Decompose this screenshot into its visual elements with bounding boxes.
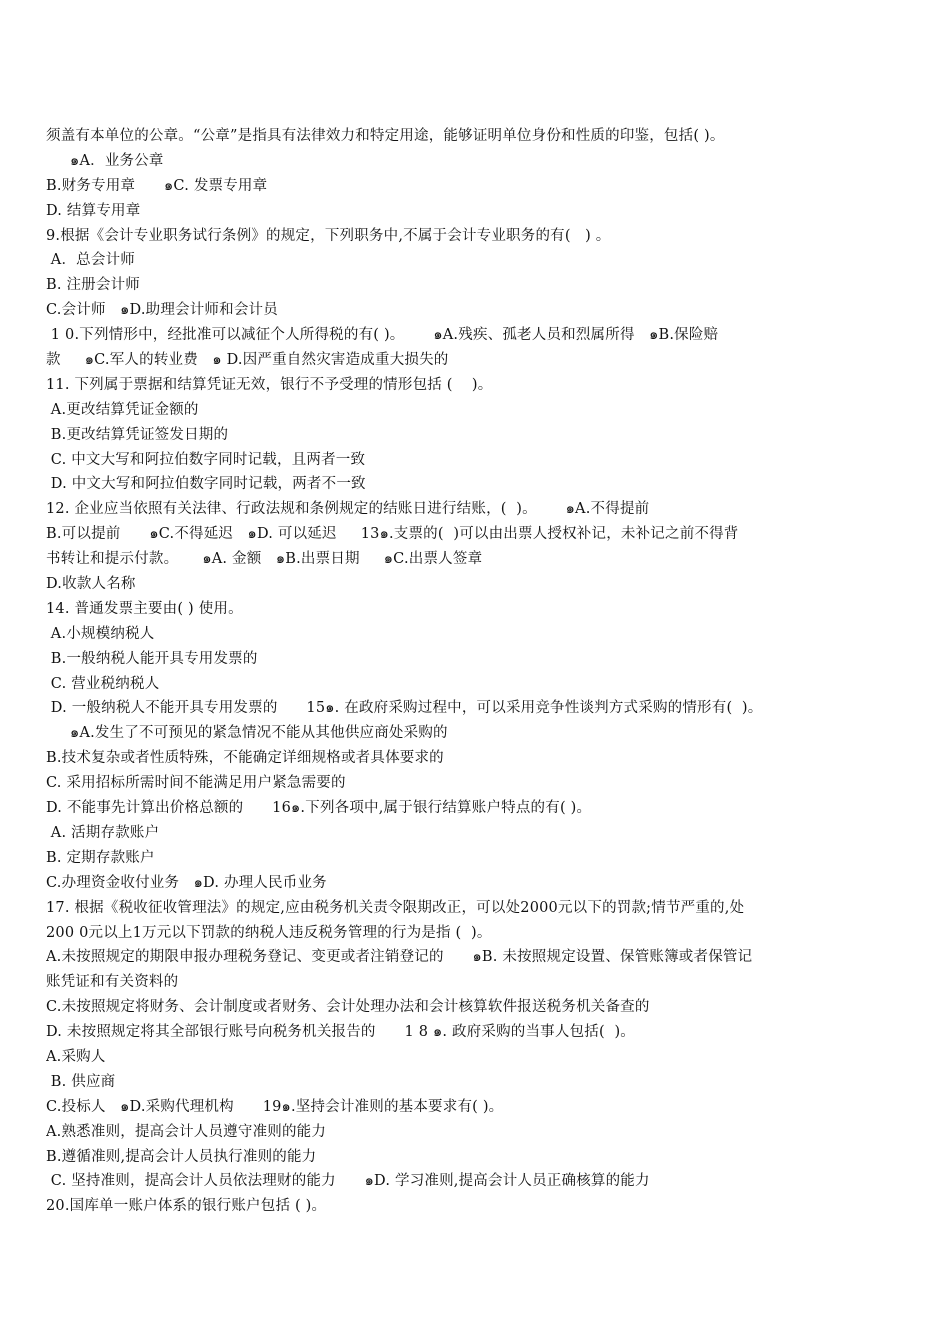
- text-line: 9.根据《会计专业职务试行条例》的规定，下列职务中,不属于会计专业职务的有( ) 。: [46, 227, 611, 244]
- text-line: B. 供应商: [46, 1073, 116, 1090]
- text-line: B. 定期存款账户: [46, 849, 155, 866]
- text-line: 书转让和提示付款。 ๑A. 金额 ๑B.出票日期 ๑C.出票人签章: [46, 551, 483, 568]
- text-line: A.未按照规定的期限申报办理税务登记、变更或者注销登记的 ๑B. 未按照规定设置、保管账簿或者保管记: [46, 949, 753, 966]
- text-line: B.更改结算凭证签发日期的: [46, 426, 229, 443]
- text-line: 1 0.下列情形中，经批准可以减征个人所得税的有( )。 ๑A.残疾、孤老人员和烈属所得 ๑B.保险赔: [46, 327, 719, 344]
- text-line: C. 中文大写和阿拉伯数字同时记载，且两者一致: [46, 451, 366, 468]
- text-line: A.采购人: [46, 1048, 106, 1065]
- text-line: 账凭证和有关资料的: [46, 974, 179, 991]
- text-line: C.办理资金收付业务 ๑D. 办理人民币业务: [46, 874, 327, 891]
- text-line: B.可以提前 ๑C.不得延迟 ๑D. 可以延迟 13๑.支票的( )可以由出票人授权补记，未补记之前不得背: [46, 526, 739, 543]
- text-line: C. 坚持准则，提高会计人员依法理财的能力 ๑D. 学习准则,提高会计人员正确核算的能力: [46, 1173, 650, 1190]
- text-line: D. 不能事先计算出价格总额的 16๑.下列各项中,属于银行结算账户特点的有( )。: [46, 800, 592, 817]
- text-line: A.更改结算凭证金额的: [46, 401, 199, 418]
- text-line: 20.国库单一账户体系的银行账户包括 ( )。: [46, 1198, 327, 1215]
- text-line: A.熟悉准则，提高会计人员遵守准则的能力: [46, 1123, 327, 1140]
- text-line: C.投标人 ๑D.采购代理机构 19๑.坚持会计准则的基本要求有( )。: [46, 1098, 504, 1115]
- text-line: B. 注册会计师: [46, 277, 140, 294]
- text-line: 款 ๑C.军人的转业费 ๑ D.因严重自然灾害造成重大损失的: [46, 352, 449, 369]
- text-line: B.财务专用章 ๑C. 发票专用章: [46, 177, 268, 194]
- text-line: ๑A．业务公章: [46, 152, 164, 169]
- text-line: 14. 普通发票主要由( ) 使用。: [46, 600, 243, 617]
- text-line: 须盖有本单位的公章。“公章”是指具有法律效力和特定用途，能够证明单位身份和性质的印鉴，包括( )。: [46, 128, 725, 144]
- text-line: D. 结算专用章: [46, 202, 141, 219]
- text-line: 12. 企业应当依照有关法律、行政法规和条例规定的结账日进行结账，( )。 ๑A.不得提前: [46, 501, 650, 518]
- text-line: C.未按照规定将财务、会计制度或者财务、会计处理办法和会计核算软件报送税务机关备查的: [46, 999, 650, 1016]
- text-line: B.一般纳税人能开具专用发票的: [46, 650, 258, 667]
- text-line: A.小规模纳税人: [46, 625, 155, 642]
- text-line: D. 中文大写和阿拉伯数字同时记载，两者不一致: [46, 476, 366, 493]
- text-line: B.遵循准则,提高会计人员执行准则的能力: [46, 1148, 317, 1165]
- text-line: 11. 下列属于票据和结算凭证无效，银行不予受理的情形包括 ( )。: [46, 376, 493, 393]
- text-line: C. 采用招标所需时间不能满足用户紧急需要的: [46, 775, 346, 792]
- text-line: A. 活期存款账户: [46, 824, 160, 841]
- text-line: C.会计师 ๑D.助理会计师和会计员: [46, 302, 278, 319]
- document-body: [46, 124, 906, 1219]
- text-line: C. 营业税纳税人: [46, 675, 160, 692]
- text-line: D. 未按照规定将其全部银行账号向税务机关报告的 1 8 ๑. 政府采购的当事人包括( )。: [46, 1024, 636, 1041]
- text-line: D. 一般纳税人不能开具专用发票的 15๑. 在政府采购过程中，可以采用竞争性谈判方式采购的情形有( )。: [46, 700, 763, 717]
- text-line: 17. 根据《税收征收管理法》的规定,应由税务机关责令限期改正，可以处2000元以下的罚款;情节严重的,处: [46, 899, 745, 916]
- text-line: D.收款人名称: [46, 576, 136, 593]
- text-line: 200 0元以上1万元以下罚款的纳税人违反税务管理的行为是指 ( )。: [46, 924, 492, 941]
- text-line: B.技术复杂或者性质特殊，不能确定详细规格或者具体要求的: [46, 750, 444, 767]
- text-line: ๑A.发生了不可预见的紧急情况不能从其他供应商处采购的: [46, 725, 448, 742]
- text-line: A．总会计师: [46, 252, 135, 269]
